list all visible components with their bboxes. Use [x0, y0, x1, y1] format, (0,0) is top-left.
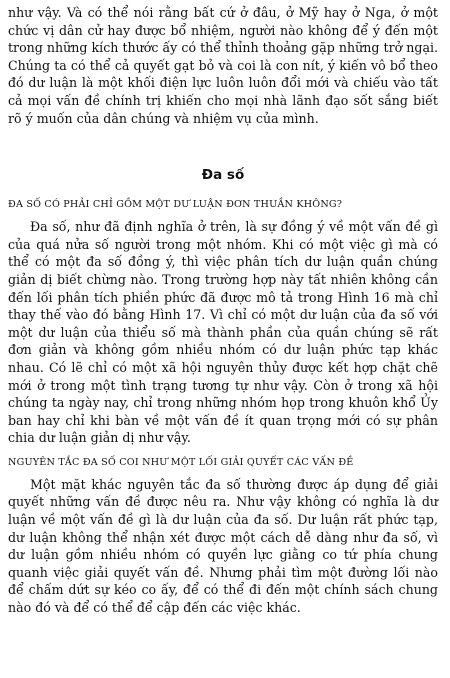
subheading-majority-principle: NGUYÊN TẮC ĐA SỐ COI NHƯ MỘT LỐI GIẢI QUYẾT CÁC VẤN ĐỀ: [8, 456, 354, 468]
principle-paragraph: Một mặt khác nguyên tắc đa số thường được áp dụng để giải quyết những vấn đề được nêu ra. Như vậy không có nghĩa là dư luận về một vấn đề gì là dư luận của đa số. Dư luận rất phức tạp, dư luận không thể nhận xét được một cách dễ dàng như đa số, vì dư luận gồm nhiều nhóm có quyền lực giằng co tứ phía chung quanh việc giải quyết vấn đề. Nhưng phải tìm một đường lối nào để chấm dứt sự kéo co ấy, để có thể đi đến một chính sách chung nào đó và để có thể để cập đến các việc khác.: [8, 476, 438, 616]
subheading-majority-question: ĐA SỐ CÓ PHẢI CHỈ GỒM MỘT DƯ LUẬN ĐƠN THUẦN KHÔNG?: [8, 199, 343, 211]
majority-paragraph: Đa số, như đã định nghĩa ở trên, là sự đồng ý về một vấn đề gì của quá nửa số người trong một nhóm. Khi có một việc gì mà có thể có một đa số đồng ý, thì việc phân tích dư luận quần chúng giản dị biết chừng nào. Trong trường hợp này tất nhiên không cần đến lối phân tích phiền phức đã được mô tả trong Hình 16 mà chỉ thay thế vào đó bằng Hình 17. Vì chỉ có một dư luận của đa số với một dư luận của thiểu số mà thành phần của quần chúng sẽ rất đơn giản và không gồm nhiều nhóm có dư luận phức tạp khác nhau. Có lẽ chỉ có một xã hội nguyên thủy được kết hợp chặt chẽ mới ở trong một tình trạng tương tự như vậy. Còn ở trong xã hội chúng ta ngày nay, chỉ trong những nhóm họp trong khuôn khổ Ủy ban hay chỉ khi bàn về một vấn đề ít quan trọng mới có sự phân chia dư luận giản dị như vậy.: [8, 219, 438, 446]
intro-paragraph: như vậy. Và có thể nói rằng bất cứ ở đâu, ở Mỹ hay ở Nga, ở một chức vị dân cử hay được bổ nhiệm, người nào không để ý đến một trong những kích thước ấy có thể thỉnh thoảng gặp những trở ngại. Chúng ta có thể cả quyết gạt bỏ và coi là con nít, ý kiến vô bổ theo đó dư luận là một khối điện lực luôn luôn đổi mới và chiếu vào tất cả mọi vấn đề chính trị khiến cho mọi nhà lãnh đạo sốt sắng biết rõ ý muốn của dân chúng và nhiệm vụ của mình.: [8, 5, 438, 126]
section-title: Đa số: [201, 167, 245, 184]
